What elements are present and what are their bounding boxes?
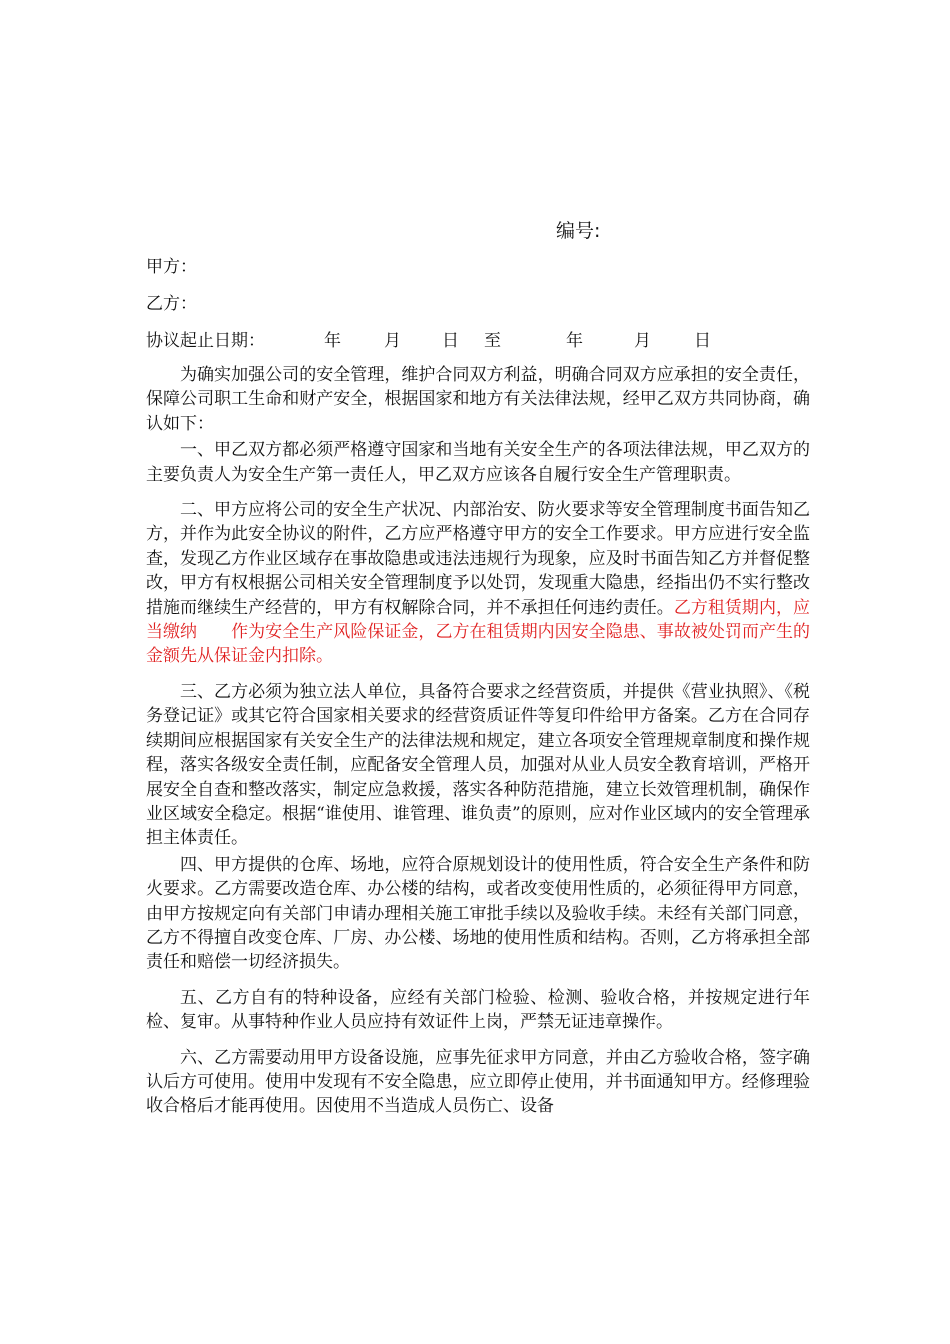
start-month-label: 月 xyxy=(384,331,401,351)
clause-1-paragraph: 一、甲乙双方都必须严格遵守国家和当地有关安全生产的各项法律法规，甲乙双方的主要负责人为安全生产第一责任人，甲乙双方应该各自履行安全生产管理职责。 xyxy=(146,440,810,485)
clause-2-deposit-highlight: 乙方租赁期内，应当缴纳 作为安全生产风险保证金，乙方在租赁期内因安全隐患、事故被处罚而产生的金额先从保证金内扣除。 xyxy=(146,597,811,667)
start-day-label: 日 xyxy=(442,331,459,351)
clause-6-paragraph: 六、乙方需要动用甲方设备设施，应事先征求甲方同意，并由乙方验收合格，签字确认后方可使用。使用中发现有不安全隐患，应立即停止使用，并书面通知甲方。经修理验收合格后才能再使用。因使用不当造成人员伤亡、设备 xyxy=(146,1047,810,1117)
end-month-label: 月 xyxy=(634,331,651,351)
agreement-period-field xyxy=(146,329,711,353)
start-year-label: 年 xyxy=(324,331,341,351)
end-year-label: 年 xyxy=(566,331,583,351)
clause-3-paragraph: 三、乙方必须为独立法人单位，具备符合要求之经营资质，并提供《营业执照》、《税务登记证》或其它符合国家相关要求的经营资质证件等复印件给甲方备案。乙方在合同存续期间应根据国家有关安全生产的法律法规和规定，建立各项安全管理规章制度和操作规程，落实各级安全责任制，应配备安全管理人员，加强对从业人员安全教育培训，严格开展安全自查和整改落实，制定应急救援，落实各种防范措施，建立长效管理机制，确保作业区域安全稳定。根据“谁使用、谁管理、谁负责”的原则，应对作业区域内的安全管理承担主体责任。 xyxy=(146,681,810,849)
period-label: 协议起止日期： xyxy=(146,331,265,351)
agreement-body xyxy=(146,363,810,1130)
clause-2-text: 二、甲方应将公司的安全生产状况、内部治安、防火要求等安全管理制度书面告知乙方，并作为此安全协议的附件，乙方应严格遵守甲方的安全工作要求。甲方应进行安全监查，发现乙方作业区域存在事故隐患或违法违规行为现象，应及时书面告知乙方并督促整改，甲方有权根据公司相关安全管理制度予以处罚，发现重大隐患，经指出仍不实行整改措施而继续生产经营的，甲方有权解除合同，并不承担任何违约责任。 xyxy=(146,500,810,618)
clause-2-paragraph xyxy=(146,498,810,669)
clause-5-paragraph: 五、乙方自有的特种设备，应经有关部门检验、检测、验收合格，并按规定进行年检、复审。从事特种作业人员应持有效证件上岗，严禁无证违章操作。 xyxy=(146,987,810,1033)
party-b-field: 乙方： xyxy=(146,294,197,314)
clause-4-paragraph: 四、甲方提供的仓库、场地，应符合原规划设计的使用性质，符合安全生产条件和防火要求。乙方需要改造仓库、办公楼的结构，或者改变使用性质的，必须征得甲方同意，由甲方按规定向有关部门申请办理相关施工审批手续以及验收手续。未经有关部门同意，乙方不得擅自改变仓库、厂房、办公楼、场地的使用性质和结构。否则，乙方将承担全部责任和赔偿一切经济损失。 xyxy=(146,854,810,973)
party-a-field: 甲方： xyxy=(146,257,197,277)
end-day-label: 日 xyxy=(694,331,711,351)
intro-paragraph: 为确实加强公司的安全管理，维护合同双方利益，明确合同双方应承担的安全责任，保障公司职工生命和财产安全，根据国家和地方有关法律法规，经甲乙双方共同协商，确认如下： xyxy=(146,365,810,434)
period-to-label: 至 xyxy=(484,331,501,351)
serial-number-label: 编号: xyxy=(556,220,601,242)
